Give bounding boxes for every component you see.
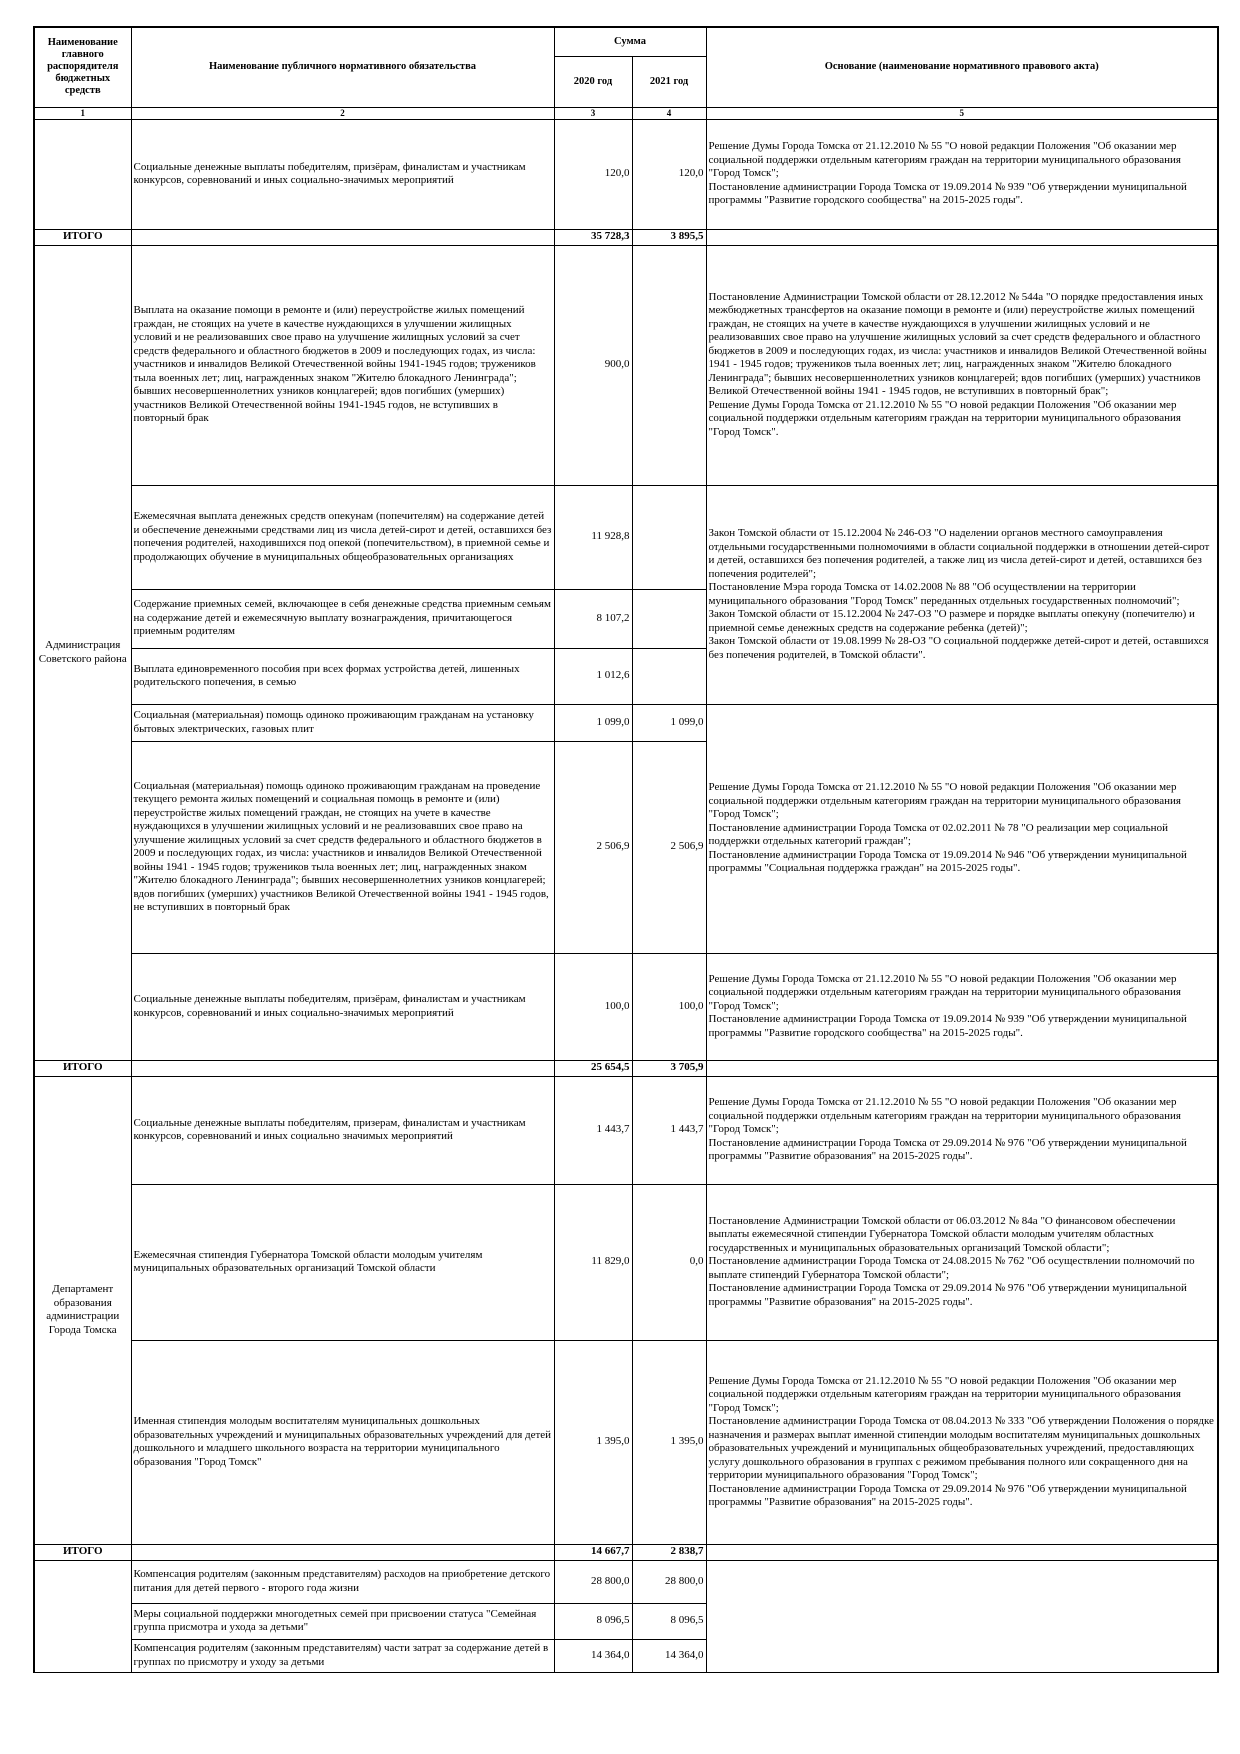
- header-2020: 2020 год: [554, 56, 632, 107]
- header-row: [34, 27, 1218, 56]
- total-row: [34, 1060, 1218, 1076]
- obligations-table: [33, 26, 1219, 1673]
- header-col5: Основание (наименование нормативного правового акта): [706, 27, 1218, 107]
- header-sum: Сумма: [554, 27, 706, 56]
- amount-2021: 0,0: [632, 1184, 706, 1340]
- amount-2020: 11 928,8: [554, 485, 632, 589]
- total-2020: 14 667,7: [554, 1544, 632, 1560]
- amount-2020: 1 012,6: [554, 648, 632, 704]
- table-row: [34, 245, 1218, 485]
- obligation-name: Социальная (материальная) помощь одиноко проживающим гражданам на установку бытовых электрических, газовых плит: [131, 704, 554, 741]
- amount-2021: [632, 648, 706, 704]
- col-number-4: 4: [632, 107, 706, 119]
- basis-text: Постановление Администрации Томской области от 28.12.2012 № 544а "О порядке предоставления иных межбюджетных трансфертов на оказание помощи в ремонте и (или) переустройстве жилых помещений граждан, не стоящих на учете в качестве нуждающихся в улучшении жилищных условий и не реализовавших свое право на улучшение жилищных условий за счет средств федерального и областного бюджетов в 2009 и последующих годах, из числа: участников и инвалидов Великой Отечественной войны 1941 - 1945 годов; тружеников тыла военных лет; лиц, награжденных знаком "Жителю блокадного Ленинграда"; бывших несовершеннолетних узников концлагерей; вдов погибших (умерших) участников Великой Отечественной войны 1941 - 1945 годов, не вступивших в повторный брак"; Решение Думы Города Томска от 21.12.2010 № 55 "О новой редакции Положения "Об оказании мер социальной поддержки отдельным категориям граждан на территории муниципального образования "Город Томск".: [706, 245, 1218, 485]
- agency-cell: [34, 119, 131, 229]
- total-2021: 3 705,9: [632, 1060, 706, 1076]
- obligation-name: Компенсация родителям (законным представителям) части затрат за содержание детей в группах по присмотру и уходу за детьми: [131, 1639, 554, 1672]
- col-number-2: 2: [131, 107, 554, 119]
- total-empty: [131, 1544, 554, 1560]
- amount-2021: [632, 589, 706, 648]
- obligation-name: Содержание приемных семей, включающее в себя денежные средства приемным семьям на содержание детей и ежемесячную выплату вознаграждения, причитающегося приемным родителям: [131, 589, 554, 648]
- basis-text: Решение Думы Города Томска от 21.12.2010 № 55 "О новой редакции Положения "Об оказании мер социальной поддержки отдельным категориям граждан на территории муниципального образования "Город Томск"; Постановление администрации Города Томска от 19.09.2014 № 939 "Об утверждении муниципальной программы "Развитие городского сообщества" на 2015-2025 годы".: [706, 953, 1218, 1060]
- amount-2021: 2 506,9: [632, 741, 706, 953]
- obligation-name: Меры социальной поддержки многодетных семей при присвоении статуса "Семейная группа присмотра и ухода за детьми": [131, 1603, 554, 1639]
- agency-name: Департамент образования администрации Города Томска: [34, 1076, 131, 1544]
- header-col2: Наименование публичного нормативного обязательства: [131, 27, 554, 107]
- obligation-name: Социальные денежные выплаты победителям, призёрам, финалистам и участникам конкурсов, соревнований и иных социально-значимых мероприятий: [131, 953, 554, 1060]
- obligation-name: Именная стипендия молодым воспитателям муниципальных дошкольных образовательных учреждений и муниципальных образовательных учреждений для детей дошкольного и младшего школьного возраста на территории муниципального образования "Город Томск": [131, 1340, 554, 1544]
- amount-2020: 11 829,0: [554, 1184, 632, 1340]
- amount-2021: 120,0: [632, 119, 706, 229]
- obligation-name: Ежемесячная выплата денежных средств опекунам (попечителям) на содержание детей и обеспечение денежными средствами лиц из числа детей-сирот и детей, оставшихся без попечения родителей, находившихся под опекой (попечительством), в приемной семье и продолжающих обучение в муниципальных общеобразовательных организациях: [131, 485, 554, 589]
- total-2021: 2 838,7: [632, 1544, 706, 1560]
- amount-2020: 14 364,0: [554, 1639, 632, 1672]
- amount-2020: 100,0: [554, 953, 632, 1060]
- amount-2021: 1 395,0: [632, 1340, 706, 1544]
- basis-text: Решение Думы Города Томска от 21.12.2010 № 55 "О новой редакции Положения "Об оказании мер социальной поддержки отдельным категориям граждан на территории муниципального образования "Город Томск"; Постановление администрации Города Томска от 02.02.2011 № 78 "О реализации мер социальной поддержки отдельных категорий граждан"; Постановление администрации Города Томска от 19.09.2014 № 946 "Об утверждении муниципальной программы "Социальная поддержка граждан" на 2015-2025 годы".: [706, 704, 1218, 953]
- total-row: [34, 1544, 1218, 1560]
- total-label: ИТОГО: [34, 1544, 131, 1560]
- amount-2020: 8 096,5: [554, 1603, 632, 1639]
- total-basis-empty: [706, 229, 1218, 245]
- obligation-name: Социальная (материальная) помощь одиноко проживающим гражданам на проведение текущего ремонта жилых помещений и социальная помощь в ремонте и (или) переустройстве жилых помещений граждан, не стоящих на учете в качестве нуждающихся в улучшении жилищных условий и не реализовавших свое право на улучшение жилищных условий за счет средств федерального и областного бюджетов в 2009 и последующих годах, из числа: участников и инвалидов Великой Отечественной войны 1941 - 1945 годов; тружеников тыла военных лет; лиц, награжденных знаком "Жителю блокадного Ленинграда"; бывших несовершеннолетних узников концлагерей; вдов погибших (умерших) участников Великой Отечественной войны 1941 - 1945 годов, не вступивших в повторный брак: [131, 741, 554, 953]
- amount-2021: 8 096,5: [632, 1603, 706, 1639]
- amount-2020: 1 395,0: [554, 1340, 632, 1544]
- col-number-1: 1: [34, 107, 131, 119]
- table-row: [34, 704, 1218, 741]
- header-col1: Наименование главного распорядителя бюджетных средств: [34, 27, 131, 107]
- total-label: ИТОГО: [34, 1060, 131, 1076]
- total-2021: 3 895,5: [632, 229, 706, 245]
- amount-2021: [632, 245, 706, 485]
- table-row: [34, 953, 1218, 1060]
- obligation-name: Социальные денежные выплаты победителям, призёрам, финалистам и участникам конкурсов, соревнований и иных социально-значимых мероприятий: [131, 119, 554, 229]
- basis-text: Закон Томской области от 15.12.2004 № 246-ОЗ "О наделении органов местного самоуправления отдельными государственными полномочиями в области социальной поддержки в отношении детей-сирот и детей, оставшихся без попечения родителей, а также лиц из числа детей-сирот и детей, оставшихся без попечения родителей"; Постановление Мэра города Томска от 14.02.2008 № 88 "Об осуществлении на территории муниципального образования "Город Томск" переданных отдельных государственных полномочий"; Закон Томской области от 15.12.2004 № 247-ОЗ "О размере и порядке выплаты опекуну (попечителю) и приемной семье денежных средств на содержание ребенка (детей)"; Закон Томской области от 19.08.1999 № 28-ОЗ "О социальной поддержке детей-сирот и детей, оставшихся без попечения родителей, в Томской области".: [706, 485, 1218, 704]
- col-number-5: 5: [706, 107, 1218, 119]
- total-basis-empty: [706, 1060, 1218, 1076]
- basis-text: Решение Думы Города Томска от 21.12.2010 № 55 "О новой редакции Положения "Об оказании мер социальной поддержки отдельным категориям граждан на территории муниципального образования "Город Томск"; Постановление администрации Города Томска от 19.09.2014 № 939 "Об утверждении муниципальной программы "Развитие городского сообщества" на 2015-2025 годы".: [706, 119, 1218, 229]
- amount-2020: 28 800,0: [554, 1560, 632, 1603]
- amount-2020: 8 107,2: [554, 589, 632, 648]
- total-empty: [131, 1060, 554, 1076]
- col-number-3: 3: [554, 107, 632, 119]
- header-2021: 2021 год: [632, 56, 706, 107]
- table-row: [34, 1184, 1218, 1340]
- column-numbers-row: [34, 107, 1218, 119]
- amount-2020: 1 099,0: [554, 704, 632, 741]
- total-2020: 35 728,3: [554, 229, 632, 245]
- total-2020: 25 654,5: [554, 1060, 632, 1076]
- amount-2020: 2 506,9: [554, 741, 632, 953]
- amount-2021: 14 364,0: [632, 1639, 706, 1672]
- total-label: ИТОГО: [34, 229, 131, 245]
- amount-2021: 1 099,0: [632, 704, 706, 741]
- obligation-name: Выплата единовременного пособия при всех формах устройства детей, лишенных родительского попечения, в семью: [131, 648, 554, 704]
- amount-2020: 120,0: [554, 119, 632, 229]
- table-row: [34, 1076, 1218, 1184]
- amount-2021: 100,0: [632, 953, 706, 1060]
- total-row: [34, 229, 1218, 245]
- obligation-name: Ежемесячная стипендия Губернатора Томской области молодым учителям муниципальных образовательных организаций Томской области: [131, 1184, 554, 1340]
- table-row: [34, 1340, 1218, 1544]
- basis-text: Постановление Администрации Томской области от 06.03.2012 № 84а "О финансовом обеспечении выплаты ежемесячной стипендии Губернатора Томской области молодым учителям областных государственных и муниципальных образовательных организаций Томской области"; Постановление администрации Города Томска от 24.08.2015 № 762 "Об осуществлении полномочий по выплате стипендий Губернатора Томской области"; Постановление администрации Города Томска от 29.09.2014 № 976 "Об утверждении муниципальной программы "Развитие образования" на 2015-2025 годы".: [706, 1184, 1218, 1340]
- amount-2021: 28 800,0: [632, 1560, 706, 1603]
- obligation-name: Компенсация родителям (законным представителям) расходов на приобретение детского питания для детей первого - второго года жизни: [131, 1560, 554, 1603]
- agency-cell: [34, 1560, 131, 1672]
- table-row: [34, 119, 1218, 229]
- basis-text: Решение Думы Города Томска от 21.12.2010 № 55 "О новой редакции Положения "Об оказании мер социальной поддержки отдельным категориям граждан на территории муниципального образования "Город Томск"; Постановление администрации Города Томска от 29.09.2014 № 976 "Об утверждении муниципальной программы "Развитие образования" на 2015-2025 годы".: [706, 1076, 1218, 1184]
- total-basis-empty: [706, 1544, 1218, 1560]
- agency-name: Администрация Советского района: [34, 245, 131, 1060]
- total-empty: [131, 229, 554, 245]
- basis-text: [706, 1560, 1218, 1672]
- table-row: [34, 485, 1218, 589]
- obligation-name: Выплата на оказание помощи в ремонте и (или) переустройстве жилых помещений граждан, не стоящих на учете в качестве нуждающихся в улучшении жилищных условий и не реализовавших свое право на улучшение жилищных условий за счет средств федерального и областного бюджетов в 2009 и последующих годах, из числа: участников и инвалидов Великой Отечественной войны 1941-1945 годов; тружеников тыла военных лет; лиц, награжденных знаком "Жителю блокадного Ленинграда"; бывших несовершеннолетних узников концлагерей; вдов погибших (умерших) участников Великой Отечественной войны 1941-1945 годов, не вступивших в повторный брак: [131, 245, 554, 485]
- amount-2021: [632, 485, 706, 589]
- amount-2020: 1 443,7: [554, 1076, 632, 1184]
- table-row: [34, 1560, 1218, 1603]
- amount-2021: 1 443,7: [632, 1076, 706, 1184]
- amount-2020: 900,0: [554, 245, 632, 485]
- basis-text: Решение Думы Города Томска от 21.12.2010 № 55 "О новой редакции Положения "Об оказании мер социальной поддержки отдельным категориям граждан на территории муниципального образования "Город Томск"; Постановление администрации Города Томска от 08.04.2013 № 333 "Об утверждении Положения о порядке назначения и размерах выплат именной стипендии молодым воспитателям муниципальных дошкольных образовательных учреждений и муниципальных общеобразовательных учреждений, предоставляющих услугу дошкольного образования в группах с режимом пребывания полного или сокращенного дня на территории муниципального образования "Город Томск"; Постановление администрации Города Томска от 29.09.2014 № 976 "Об утверждении муниципальной программы "Развитие образования" на 2015-2025 годы".: [706, 1340, 1218, 1544]
- obligation-name: Социальные денежные выплаты победителям, призерам, финалистам и участникам конкурсов, соревнований и иных социально значимых мероприятий: [131, 1076, 554, 1184]
